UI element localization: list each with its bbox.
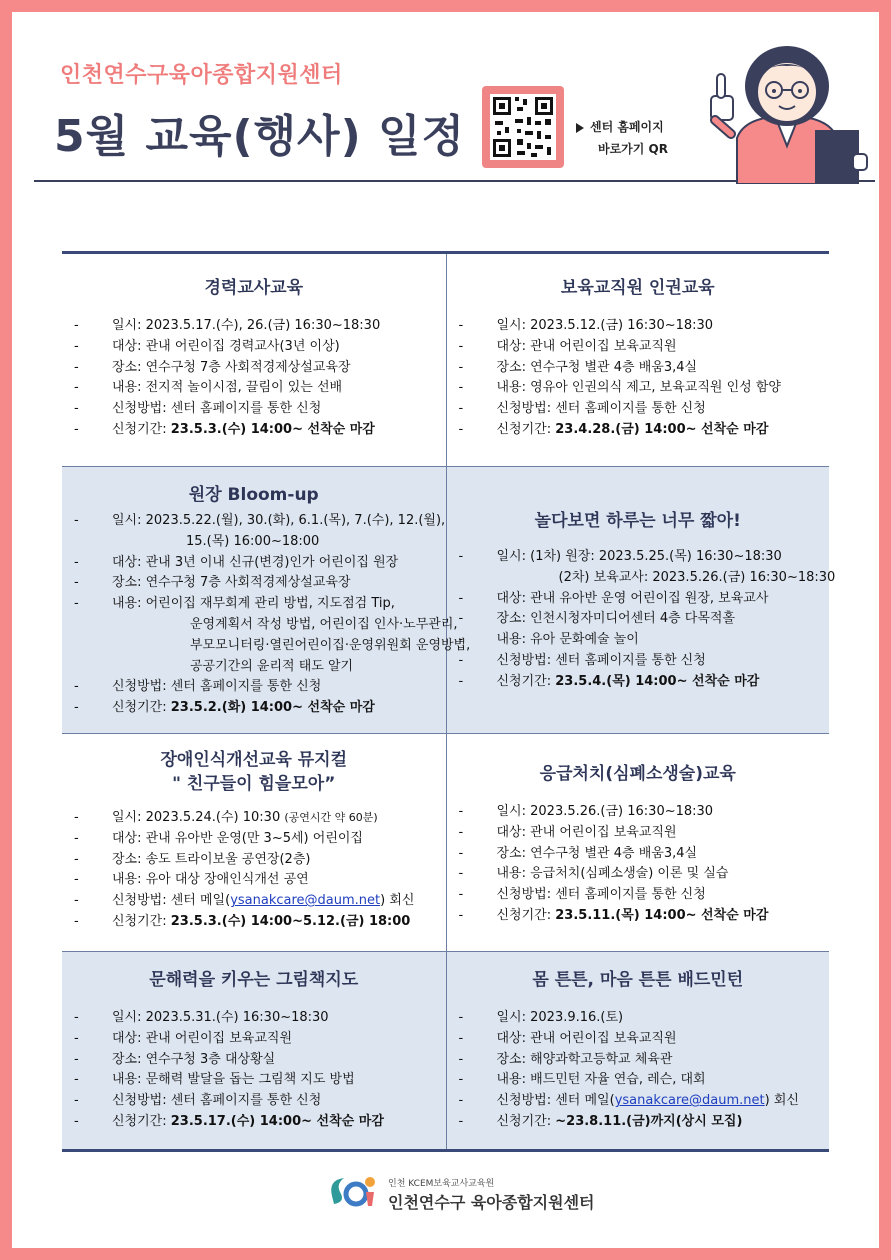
event-content: - 내용: 영유아 인권의식 제고, 보육교직원 인성 함양 (447, 378, 830, 399)
event-details (447, 802, 830, 927)
event-apply-method: - 신청방법: 센터 홈페이지를 통한 신청 (447, 399, 830, 420)
event-location: - 장소: 송도 트라이보울 공연장(2층) (62, 850, 446, 871)
apply-period-value: 23.5.17.(수) 14:00~ 선착순 마감 (170, 1113, 384, 1129)
event-apply-period (447, 420, 830, 441)
event-cell (446, 734, 829, 952)
apply-period-label: 신청기간: (112, 421, 171, 437)
event-details (62, 511, 471, 719)
page-title: 5월 교육(행사) 일정 (54, 111, 465, 162)
event-location: - 장소: 연수구청 별관 4층 배움3,4실 (447, 358, 830, 379)
event-apply-period (62, 420, 446, 441)
event-date-text: 일시: 2023.5.24.(수) 10:30 (112, 810, 285, 825)
event-apply-method: - 신청방법: 센터 홈페이지를 통한 신청 (62, 1091, 446, 1112)
event-apply-period (447, 1112, 830, 1133)
event-title: 놀다보면 하루는 너무 짧아! (534, 511, 741, 531)
event-cell (446, 952, 829, 1151)
event-cell (62, 467, 471, 734)
qr-caption-line1: 센터 홈페이지 (590, 120, 664, 134)
apply-period-value: 23.5.4.(목) 14:00~ 선착순 마감 (555, 673, 760, 689)
center-logo-icon (326, 1170, 382, 1210)
apply-period-label: 신청기간: (112, 1113, 171, 1129)
event-content-continued: 운영계획서 작성 방법, 어린이집 인사·노무관리, (190, 616, 458, 632)
event-content: - 내용: 배드민턴 자율 연습, 레슨, 대회 (447, 1070, 830, 1091)
schedule-row (62, 253, 829, 467)
email-link[interactable]: ysanakcare@daum.net (614, 1093, 765, 1109)
apply-period-label: 신청기간: (496, 421, 556, 437)
apply-period-value: 23.5.11.(목) 14:00~ 선착순 마감 (555, 907, 769, 923)
apply-period-value: 23.5.3.(수) 14:00~ 선착순 마감 (170, 421, 375, 437)
apply-period-label: 신청기간: (496, 1113, 556, 1129)
event-location: - 장소: 연수구청 7층 사회적경제상설교육장 (62, 573, 446, 594)
event-date: - 일시: 2023.5.26.(금) 16:30~18:30 (447, 802, 830, 823)
event-title: 원장 Bloom-up (188, 485, 319, 505)
event-location: - 장소: 연수구청 7층 사회적경제상설교육장 (62, 358, 446, 379)
event-apply-period (62, 912, 446, 933)
event-location: - 장소: 연수구청 3층 대상황실 (62, 1050, 446, 1071)
event-apply-period (447, 672, 830, 693)
event-duration-note: (공연시간 약 60분) (284, 811, 378, 824)
apply-method-suffix: ) 회신 (380, 893, 415, 909)
apply-method-prefix: 신청방법: 센터 메일( (496, 1093, 615, 1109)
event-cell (62, 734, 446, 952)
apply-period-label: 신청기간: (496, 907, 556, 923)
qr-pattern (490, 94, 556, 160)
event-target: - 대상: 관내 3년 이내 신규(변경)인가 어린이집 원장 (62, 553, 446, 574)
event-content-continued: 공공기간의 윤리적 태도 알기 (190, 658, 354, 674)
event-title: 몸 튼튼, 마음 튼튼 배드민턴 (532, 970, 744, 990)
email-link[interactable]: ysanakcare@daum.net (230, 893, 381, 909)
event-details (62, 316, 446, 441)
event-cell (446, 253, 829, 467)
event-cell (62, 952, 446, 1151)
apply-period-value: 23.5.3.(수) 14:00~5.12.(금) 18:00 (170, 913, 411, 929)
qr-code[interactable] (482, 86, 564, 168)
event-content: - 내용: 문해력 발달을 돕는 그림책 지도 방법 (62, 1070, 446, 1091)
qr-caption (576, 116, 668, 160)
event-target: - 대상: 관내 유아반 운영 어린이집 원장, 보육교사 (447, 589, 830, 610)
header-divider (34, 180, 714, 182)
event-apply-method: - 신청방법: 센터 홈페이지를 통한 신청 (447, 885, 830, 906)
event-apply-method: - 신청방법: 센터 홈페이지를 통한 신청 (447, 651, 830, 672)
event-date: - 일시: 2023.5.31.(수) 16:30~18:30 (62, 1008, 446, 1029)
schedule-table (62, 251, 836, 1152)
qr-caption-line2: 바로가기 QR (598, 142, 668, 156)
event-date: - 일시: (1차) 원장: 2023.5.25.(목) 16:30~18:30 (447, 547, 830, 568)
event-date: - 일시: 2023.5.12.(금) 16:30~18:30 (447, 316, 830, 337)
event-title: 보육교직원 인권교육 (560, 278, 715, 298)
event-location: - 장소: 인천시청자미디어센터 4층 다목적홀 (447, 609, 830, 630)
event-cell (62, 253, 446, 467)
event-details (447, 316, 830, 441)
apply-period-value: 23.5.2.(화) 14:00~ 선착순 마감 (170, 700, 375, 716)
poster-page (12, 12, 879, 1248)
event-apply-period (62, 1112, 446, 1133)
event-title: 장애인식개선교육 뮤지컬 (160, 750, 348, 770)
event-content: - 내용: 유아 대상 장애인식개선 공연 (62, 870, 446, 891)
org-name: 인천연수구육아종합지원센터 (60, 63, 343, 88)
event-apply-period (447, 906, 830, 927)
event-target: - 대상: 관내 유아반 운영(만 3~5세) 어린이집 (62, 829, 446, 850)
event-location: - 장소: 해양과학고등학교 체육관 (447, 1050, 830, 1071)
event-details (447, 1008, 830, 1133)
event-date-continued: (2차) 보육교사: 2023.5.26.(금) 16:30~18:30 (558, 569, 836, 585)
footer-affiliate: 인천 KCEM보육교사교육원 (388, 1179, 495, 1189)
apply-method-suffix: ) 회신 (764, 1093, 799, 1109)
apply-period-label: 신청기간: (496, 673, 556, 689)
event-cell (446, 467, 836, 734)
play-arrow-icon (576, 123, 584, 133)
schedule-row (62, 734, 829, 952)
event-target: - 대상: 관내 어린이집 보육교직원 (447, 823, 830, 844)
event-date-continued: 15.(목) 16:00~18:00 (186, 533, 320, 549)
event-title: 응급처치(심폐소생술)교육 (539, 764, 736, 784)
schedule-row (62, 467, 829, 734)
event-apply-method (447, 1091, 830, 1112)
event-target: - 대상: 관내 어린이집 보육교직원 (447, 1029, 830, 1050)
event-target: - 대상: 관내 어린이집 보육교직원 (62, 1029, 446, 1050)
apply-method-prefix: 신청방법: 센터 메일( (112, 893, 231, 909)
event-date: - 일시: 2023.9.16.(토) (447, 1008, 830, 1029)
event-date (62, 808, 446, 829)
apply-period-label: 신청기간: (112, 913, 171, 929)
apply-period-label: 신청기간: (112, 700, 171, 716)
event-content: - 내용: 전지적 놀이시점, 끌림이 있는 선배 (62, 378, 446, 399)
event-details (62, 1008, 446, 1133)
apply-period-value: ~23.8.11.(금)까지(상시 모집) (555, 1113, 743, 1129)
event-apply-period (62, 698, 446, 719)
event-target: - 대상: 관내 어린이집 경력교사(3년 이상) (62, 337, 446, 358)
event-details (62, 808, 446, 933)
event-apply-method (62, 891, 446, 912)
event-target: - 대상: 관내 어린이집 보육교직원 (447, 337, 830, 358)
footer-center-name: 인천연수구 육아종합지원센터 (388, 1193, 595, 1212)
apply-period-value: 23.4.28.(금) 14:00~ 선착순 마감 (555, 421, 769, 437)
event-title: 경력교사교육 (204, 278, 304, 298)
event-content: - 내용: 유아 문화예술 놀이 (447, 630, 830, 651)
event-subtitle: " 친구들이 힘을모아” (172, 774, 336, 794)
schedule-row (62, 952, 829, 1151)
event-date: - 일시: 2023.5.22.(월), 30.(화), 6.1.(목), 7.(수), 12.(월), (62, 511, 446, 532)
event-apply-method: - 신청방법: 센터 홈페이지를 통한 신청 (62, 677, 446, 698)
event-apply-method: - 신청방법: 센터 홈페이지를 통한 신청 (62, 399, 446, 420)
footer-logo (326, 1170, 595, 1216)
event-date: - 일시: 2023.5.17.(수), 26.(금) 16:30~18:30 (62, 316, 446, 337)
teacher-mascot-illustration (695, 34, 879, 184)
event-content-continued: 부모모니터링·열린어린이집·운영위원회 운영방법, (190, 637, 471, 653)
event-content: - 내용: 어린이집 재무회계 관리 방법, 지도점검 Tip, (62, 594, 446, 615)
event-details (447, 547, 836, 693)
event-location: - 장소: 연수구청 별관 4층 배움3,4실 (447, 844, 830, 865)
event-title: 문해력을 키우는 그림책지도 (149, 970, 359, 990)
event-content: - 내용: 응급처치(심폐소생술) 이론 및 실습 (447, 864, 830, 885)
